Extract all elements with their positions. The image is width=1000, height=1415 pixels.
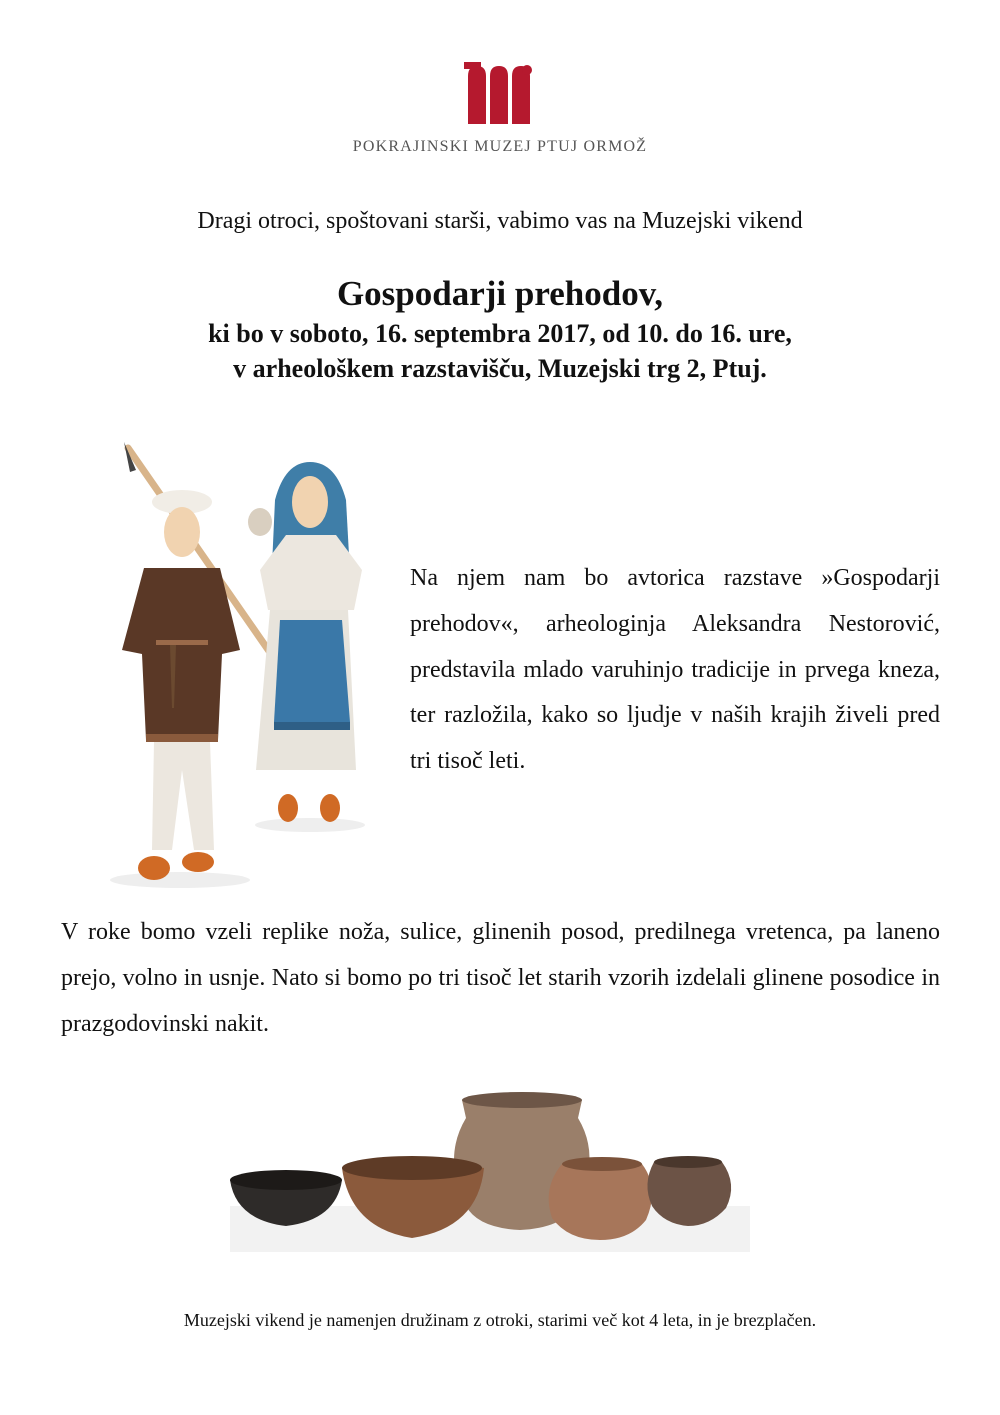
mannequins-image (110, 440, 380, 890)
paragraph-1: Na njem nam bo avtorica razstave »Gospodarji prehodov«, arheologinja Aleksandra Nestorović, predstavila mlado varuhinjo tradicije in prvega kneza, ter razložila, kako so ljudje v naših krajih živeli pred tri tisoč leti. (410, 565, 940, 775)
pottery-image (190, 1088, 750, 1258)
intro-text: Dragi otroci, spoštovani starši, vabimo vas na Muzejski vikend (197, 208, 803, 234)
event-location: v arheološkem razstavišču, Muzejski trg 2, Ptuj. (233, 354, 767, 383)
museum-logo-mark (464, 62, 536, 126)
event-title: Gospodarji prehodov, (336, 274, 664, 313)
paragraph-2: V roke bomo vzeli replike noža, sulice, glinenih posod, predilnega vretenca, pa laneno prejo, volno in usnje. Nato si bomo po tri tisoč let starih vzorih izdelali glinene posodice in prazgodovinski nakit. (61, 919, 940, 1037)
museum-logo (0, 62, 1000, 156)
event-date: ki bo v soboto, 16. septembra 2017, od 10. do 16. ure, (208, 319, 792, 348)
headline (0, 272, 1000, 386)
footer-note: Muzejski vikend je namenjen družinam z otroki, starimi več kot 4 leta, in je brezplačen. (183, 1310, 817, 1330)
museum-name: POKRAJINSKI MUZEJ PTUJ ORMOŽ (352, 138, 648, 155)
